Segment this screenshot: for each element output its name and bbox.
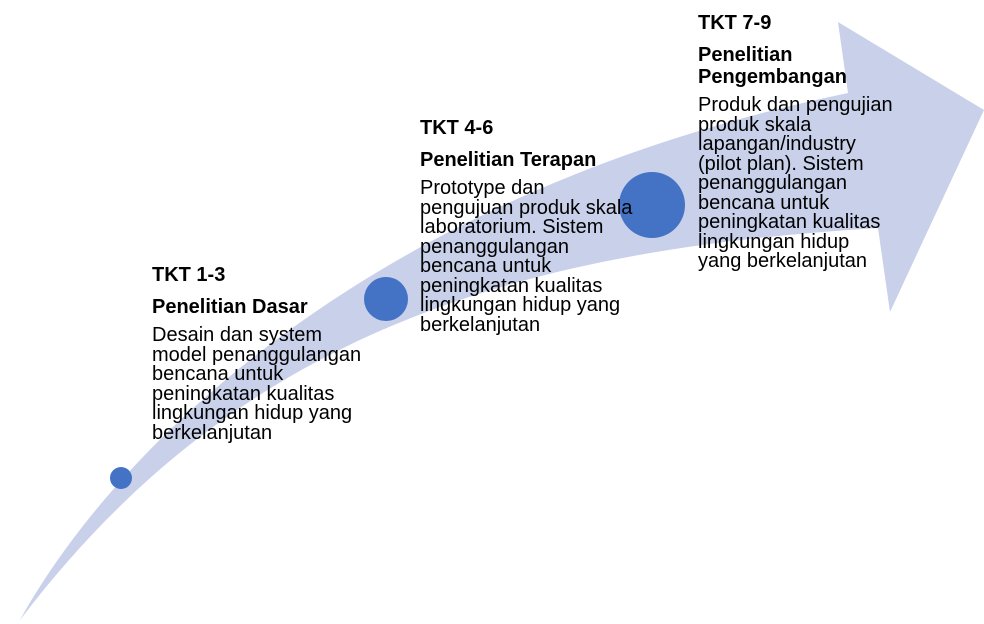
stage-2-marker-dot (364, 277, 408, 321)
stage-level-label: TKT 7-9 (698, 12, 772, 34)
stage-title: Penelitian Terapan (420, 149, 597, 171)
stage-tkt-4-6 (420, 117, 635, 335)
stage-description: Desain dan system model penanggulangan bencana untuk peningkatan kualitas lingkungan hidup yang berkelanjutan (152, 324, 362, 444)
stage-level-label: TKT 4-6 (420, 117, 494, 139)
stage-title: Penelitian Dasar (152, 296, 308, 318)
stage-description: Produk dan pengujian produk skala lapangan/industry (pilot plan). Sistem penanggulangan bencana untuk peningkatan kualitas lingkungan hidup yang berkelanjutan (698, 94, 893, 272)
stage-title: Penelitian Pengembangan (698, 44, 847, 88)
stage-level-label: TKT 1-3 (152, 264, 226, 286)
stage-description: Prototype dan pengujuan produk skala laboratorium. Sistem penanggulangan bencana untuk peningkatan kualitas lingkungan hidup yang berkelanjutan (420, 177, 633, 336)
stage-tkt-1-3 (152, 264, 367, 443)
stage-1-marker-dot (110, 467, 132, 489)
stage-tkt-7-9 (698, 12, 898, 272)
